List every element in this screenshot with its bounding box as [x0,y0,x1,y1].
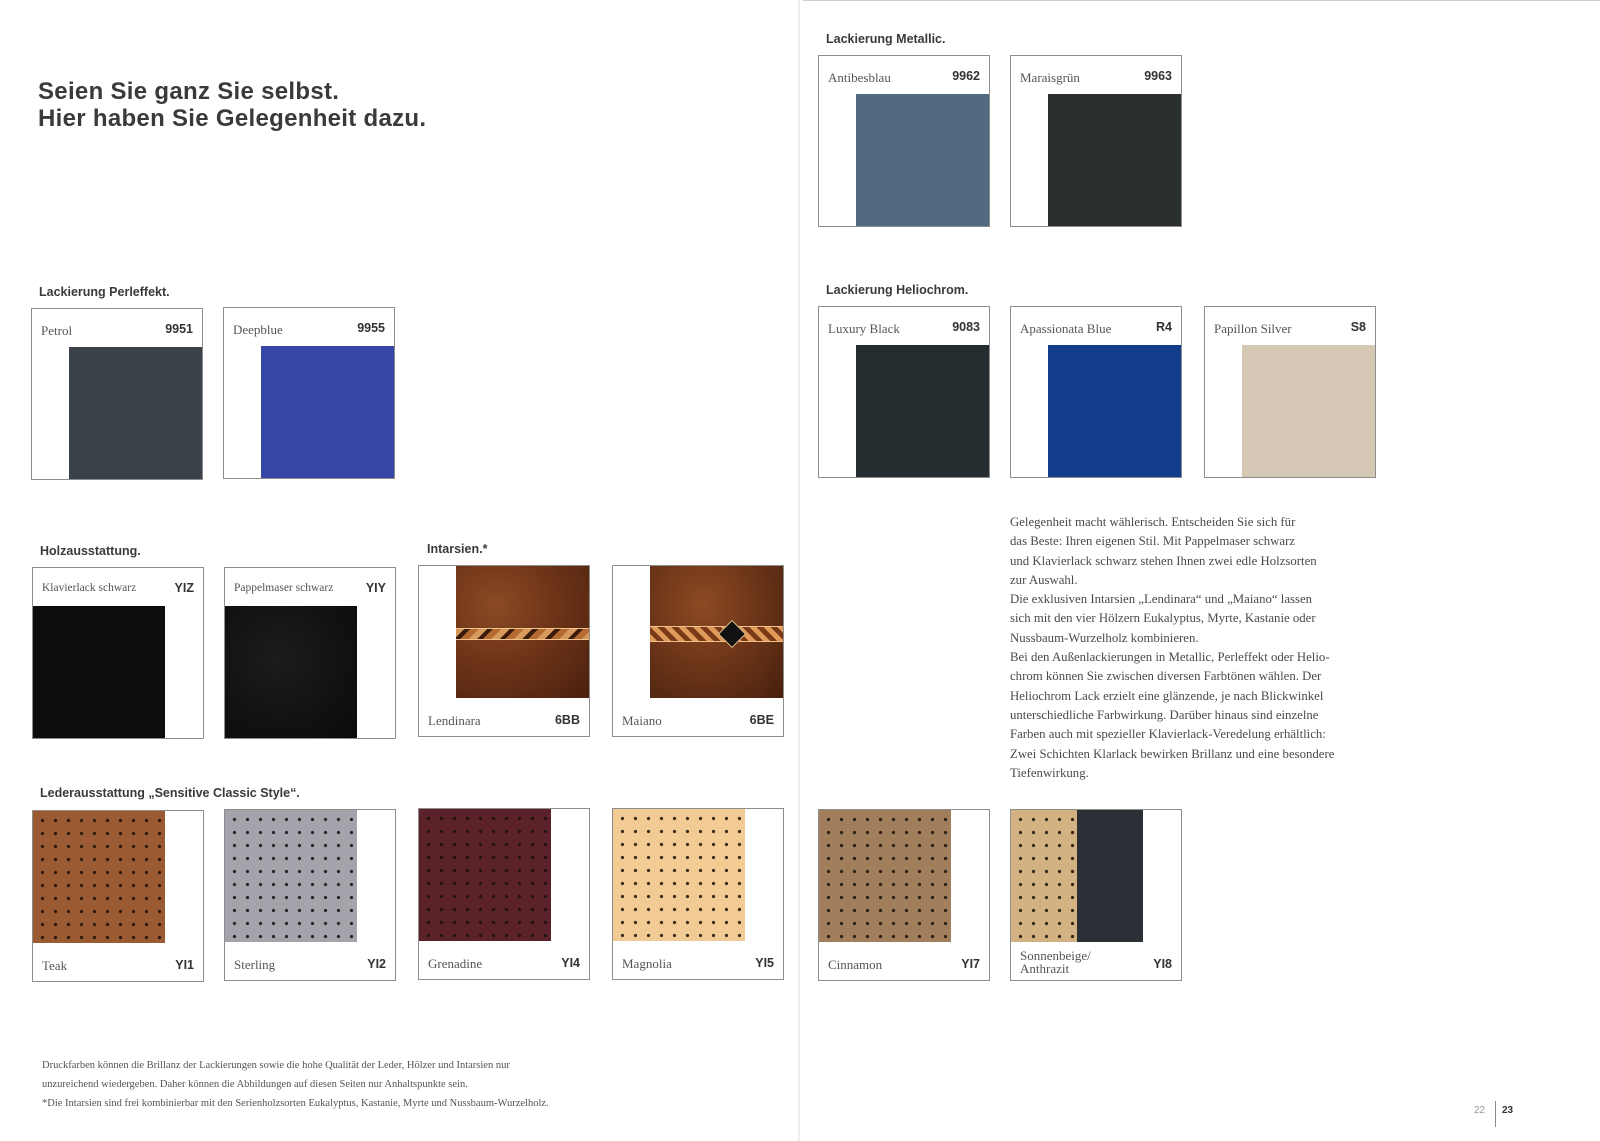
description-line: Heliochrom Lack erzielt eine glänzende, je nach Blickwinkel [1010,688,1324,703]
description-line: Zwei Schichten Klarlack bewirken Brillanz und eine besondere [1010,746,1335,761]
description-line: zur Auswahl. [1010,572,1078,587]
swatch-teak[interactable] [32,810,204,982]
swatch-maraisgruen[interactable] [1010,55,1182,227]
description-line: sich mit den vier Hölzern Eukalyptus, Myrte, Kastanie oder [1010,611,1316,626]
swatch-label: Magnolia [622,956,672,971]
swatch-label: Luxury Black [828,321,900,336]
swatch-label [1020,949,1091,975]
swatch-deepblue[interactable] [223,307,395,479]
footnote-line: *Die Intarsien sind frei kombinierbar mit den Serienholzsorten Eukalyptus, Kastanie, Myrte und Nussbaum-Wurzelholz. [42,1098,549,1109]
swatch-petrol[interactable] [31,308,203,480]
description-line: Tiefenwirkung. [1010,765,1089,780]
description-line: Farben auch mit spezieller Klavierlack-Veredelung erhältlich: [1010,727,1326,742]
top-rule [803,0,1600,1]
description-text [1010,513,1390,783]
swatch-label: Sterling [234,957,276,972]
leather-sample-sonnenbeige [1011,810,1077,942]
swatch-sonnenbeige-anthrazit[interactable] [1010,809,1182,981]
swatch-pappelmaser-schwarz[interactable] [224,567,396,739]
color-sample [69,347,202,479]
swatch-label: Papillon Silver [1214,321,1292,336]
leather-sample [225,810,357,942]
footnote [42,1056,549,1113]
swatch-luxury-black[interactable] [818,306,990,478]
description-line: Die exklusiven Intarsien „Lendinara“ und „Maiano“ lassen [1010,592,1313,607]
swatch-code: R4 [1156,320,1172,334]
swatch-label: Maraisgrün [1020,70,1080,85]
swatch-code: YIZ [174,581,194,595]
swatch-label: Klavierlack schwarz [42,582,137,594]
section-title-heliochrom: Lackierung Heliochrom. [826,283,969,297]
swatch-code: 9083 [952,320,980,334]
leather-sample [419,809,551,941]
swatch-code: S8 [1350,320,1366,334]
swatch-label: Grenadine [428,956,483,971]
leather-sample-anthrazit [1077,810,1143,942]
section-title-holz: Holzausstattung. [40,544,141,558]
swatch-code: YI1 [175,958,194,972]
color-sample [1242,345,1375,477]
swatch-grenadine[interactable] [418,808,590,980]
swatch-label: Apassionata Blue [1020,321,1112,336]
description-line: das Beste: Ihren eigenen Stil. Mit Pappelmaser schwarz [1010,534,1296,549]
section-title-metallic: Lackierung Metallic. [826,32,946,46]
leather-sample [819,810,951,942]
description-line: chrom können Sie zwischen diversen Farbtönen wählen. Der [1010,669,1322,684]
swatch-label: Lendinara [428,713,481,728]
description-line: unterschiedliche Farbwirkung. Darüber hinaus sind einzelne [1010,707,1319,722]
headline-line-1: Seien Sie ganz Sie selbst. [38,78,340,105]
swatch-label: Antibesblau [828,70,891,85]
swatch-apassionata-blue[interactable] [1010,306,1182,478]
color-sample [33,606,165,738]
footnote-line: unzureichend wiedergeben. Daher können die Abbildungen auf diesen Seiten nur Anhaltspunkte sein. [42,1079,468,1090]
swatch-code: YI8 [1153,957,1172,971]
swatch-code: YIY [365,581,386,595]
color-sample [856,94,989,226]
headline [38,78,426,132]
swatch-label: Cinnamon [828,957,883,972]
swatch-sterling[interactable] [224,809,396,981]
description-line: Nussbaum-Wurzelholz kombinieren. [1010,630,1199,645]
description-line: Gelegenheit macht wählerisch. Entscheiden Sie sich für [1010,515,1296,529]
color-sample [1048,94,1181,226]
page-number-separator [1495,1101,1496,1127]
swatch-code: YI2 [367,957,386,971]
swatch-code: 6BE [749,713,774,727]
swatch-code: 9963 [1144,69,1172,83]
section-title-perleffekt: Lackierung Perleffekt. [39,285,170,299]
swatch-code: 9951 [165,322,193,336]
swatch-label: Petrol [41,323,73,338]
color-sample [261,346,394,478]
color-sample [225,606,357,738]
color-sample [856,345,989,477]
description-line: und Klavierlack schwarz stehen Ihnen zwei edle Holzsorten [1010,553,1317,568]
leather-sample [33,811,165,943]
swatch-code: 6BB [554,713,580,727]
swatch-code: YI7 [961,957,980,971]
swatch-code: YI5 [755,956,774,970]
swatch-magnolia[interactable] [612,808,784,980]
section-title-intarsien: Intarsien.* [427,542,488,556]
page-number-left: 22 [1474,1105,1486,1116]
swatch-label: Teak [42,958,68,973]
swatch-code: YI4 [561,956,580,970]
swatch-klavierlack-schwarz[interactable] [32,567,204,739]
swatch-code: 9962 [952,69,980,83]
swatch-label-line-2: Anthrazit [1020,961,1070,976]
section-title-leder: Lederausstattung „Sensitive Classic Style“. [40,786,300,800]
headline-line-2: Hier haben Sie Gelegenheit dazu. [38,105,427,132]
inlay-band [650,626,783,642]
leather-sample [613,809,745,941]
footnote-line: Druckfarben können die Brillanz der Lackierungen sowie die hohe Qualität der Leder, Hölzer und Intarsien nur [42,1060,510,1071]
swatch-label-line-1: Sonnenbeige/ [1020,948,1091,963]
swatch-cinnamon[interactable] [818,809,990,981]
swatch-papillon-silver[interactable] [1204,306,1376,478]
swatch-maiano[interactable] [612,565,784,737]
inlay-band [456,628,589,640]
page-number-right: 23 [1502,1105,1514,1116]
swatch-lendinara[interactable] [418,565,590,737]
swatch-label: Maiano [622,713,662,728]
swatch-label: Pappelmaser schwarz [234,582,334,594]
page-fold [798,0,800,1141]
description-line: Bei den Außenlackierungen in Metallic, Perleffekt oder Helio- [1010,650,1330,665]
color-sample [1048,345,1181,477]
swatch-antibesblau[interactable] [818,55,990,227]
swatch-label: Deepblue [233,322,283,337]
swatch-code: 9955 [357,321,385,335]
wood-inlay-sample [456,566,589,698]
wood-inlay-sample [650,566,783,698]
inlay-diamond [718,620,746,648]
